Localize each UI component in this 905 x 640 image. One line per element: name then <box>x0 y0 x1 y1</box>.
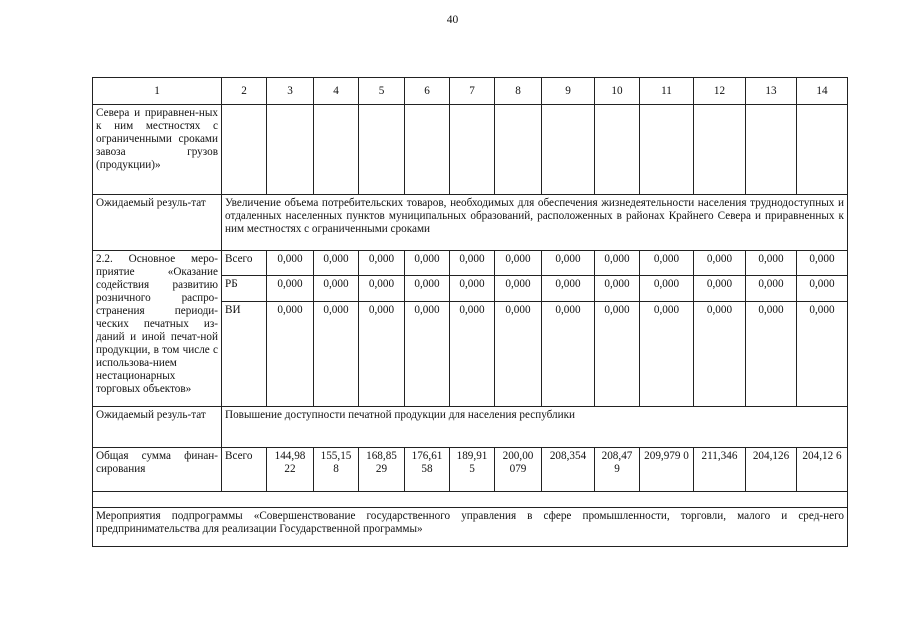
value-cell: 0,000 <box>797 251 848 276</box>
value-cell: 0,000 <box>495 276 542 302</box>
value-cell: 0,000 <box>797 302 848 407</box>
value-cell: 0,000 <box>595 302 640 407</box>
value-cell: 208,354 <box>542 448 595 492</box>
expected-result-label: Ожидаемый резуль-тат <box>93 195 222 251</box>
table-row <box>93 105 848 195</box>
header-cell: 7 <box>450 78 495 105</box>
header-cell: 12 <box>694 78 746 105</box>
empty-cell <box>314 105 359 195</box>
expected-result-text: Повышение доступности печатной продукции для населения республики <box>222 407 848 448</box>
measure-description: 2.2. Основное меро-приятие «Оказание содействия развитию розничного распро-странения периоди-ческих печатных из-даний и иной печат-ной продукции, в том числе с использова-нием нестационарных торговых объектов» <box>93 251 222 407</box>
spacer-cell <box>93 492 848 508</box>
empty-cell <box>267 105 314 195</box>
empty-cell <box>595 105 640 195</box>
value-cell: 0,000 <box>746 276 797 302</box>
value-cell: 209,979 0 <box>640 448 694 492</box>
empty-cell <box>746 105 797 195</box>
value-cell: 189,91 5 <box>450 448 495 492</box>
value-cell: 0,000 <box>314 276 359 302</box>
value-cell: 0,000 <box>359 251 405 276</box>
empty-cell <box>450 105 495 195</box>
header-cell: 3 <box>267 78 314 105</box>
value-cell: 0,000 <box>405 302 450 407</box>
value-cell: 208,47 9 <box>595 448 640 492</box>
value-cell: 0,000 <box>640 276 694 302</box>
empty-cell <box>640 105 694 195</box>
table-spacer-row <box>93 492 848 508</box>
table-row <box>93 195 848 251</box>
empty-cell <box>797 105 848 195</box>
value-cell: 0,000 <box>542 302 595 407</box>
empty-cell <box>405 105 450 195</box>
value-cell: 0,000 <box>267 276 314 302</box>
empty-cell <box>222 105 267 195</box>
header-cell: 11 <box>640 78 694 105</box>
empty-cell <box>495 105 542 195</box>
subprogram-title: Мероприятия подпрограммы «Совершенствование государственного управления в сфере промышленности, торговли, малого и сред-него предпринимательства для реализации Государственной программы» <box>93 508 848 547</box>
value-cell: 0,000 <box>495 251 542 276</box>
value-cell: 144,98 22 <box>267 448 314 492</box>
value-cell: 0,000 <box>595 251 640 276</box>
header-cell: 9 <box>542 78 595 105</box>
header-cell: 8 <box>495 78 542 105</box>
funding-source: Всего <box>222 251 267 276</box>
value-cell: 0,000 <box>314 302 359 407</box>
value-cell: 200,00 079 <box>495 448 542 492</box>
header-cell: 10 <box>595 78 640 105</box>
value-cell: 0,000 <box>405 251 450 276</box>
value-cell: 0,000 <box>450 276 495 302</box>
value-cell: 204,126 <box>746 448 797 492</box>
value-cell: 0,000 <box>450 302 495 407</box>
value-cell: 0,000 <box>640 251 694 276</box>
expected-result-text: Увеличение объема потребительских товаров, необходимых для обеспечения жизнедеятельности населения труднодоступных и отдаленных населенных пунктов муниципальных образований, расположенных в районах Крайнего Севера и приравненных к ним местностях с ограниченными сроками <box>222 195 848 251</box>
table-row <box>93 508 848 547</box>
page-number: 40 <box>446 14 459 26</box>
value-cell: 0,000 <box>542 276 595 302</box>
funding-source: Всего <box>222 448 267 492</box>
value-cell: 0,000 <box>542 251 595 276</box>
value-cell: 176,61 58 <box>405 448 450 492</box>
value-cell: 211,346 <box>694 448 746 492</box>
table-row <box>93 407 848 448</box>
value-cell: 0,000 <box>450 251 495 276</box>
value-cell: 0,000 <box>746 302 797 407</box>
value-cell: 0,000 <box>314 251 359 276</box>
value-cell: 0,000 <box>267 251 314 276</box>
value-cell: 0,000 <box>694 276 746 302</box>
table-row <box>93 251 848 276</box>
value-cell: 0,000 <box>797 276 848 302</box>
header-cell: 2 <box>222 78 267 105</box>
value-cell: 0,000 <box>694 251 746 276</box>
value-cell: 0,000 <box>495 302 542 407</box>
value-cell: 0,000 <box>746 251 797 276</box>
empty-cell <box>359 105 405 195</box>
value-cell: 204,12 6 <box>797 448 848 492</box>
financing-table <box>92 77 848 547</box>
empty-cell <box>694 105 746 195</box>
empty-cell <box>542 105 595 195</box>
value-cell: 0,000 <box>640 302 694 407</box>
header-cell: 5 <box>359 78 405 105</box>
value-cell: 0,000 <box>359 302 405 407</box>
value-cell: 0,000 <box>595 276 640 302</box>
table-row <box>93 448 848 492</box>
value-cell: 0,000 <box>694 302 746 407</box>
header-cell: 13 <box>746 78 797 105</box>
value-cell: 0,000 <box>267 302 314 407</box>
value-cell: 0,000 <box>359 276 405 302</box>
funding-source: ВИ <box>222 302 267 407</box>
header-cell: 14 <box>797 78 848 105</box>
header-cell: 6 <box>405 78 450 105</box>
header-cell: 4 <box>314 78 359 105</box>
measure-description: Севера и приравнен-ных к ним местностях с ограниченными сроками завоза грузов (продукции)» <box>93 105 222 195</box>
table-header-row <box>93 78 848 105</box>
value-cell: 155,15 8 <box>314 448 359 492</box>
value-cell: 0,000 <box>405 276 450 302</box>
funding-source: РБ <box>222 276 267 302</box>
total-financing-label: Общая сумма финан-сирования <box>93 448 222 492</box>
expected-result-label: Ожидаемый резуль-тат <box>93 407 222 448</box>
header-cell: 1 <box>93 78 222 105</box>
value-cell: 168,85 29 <box>359 448 405 492</box>
